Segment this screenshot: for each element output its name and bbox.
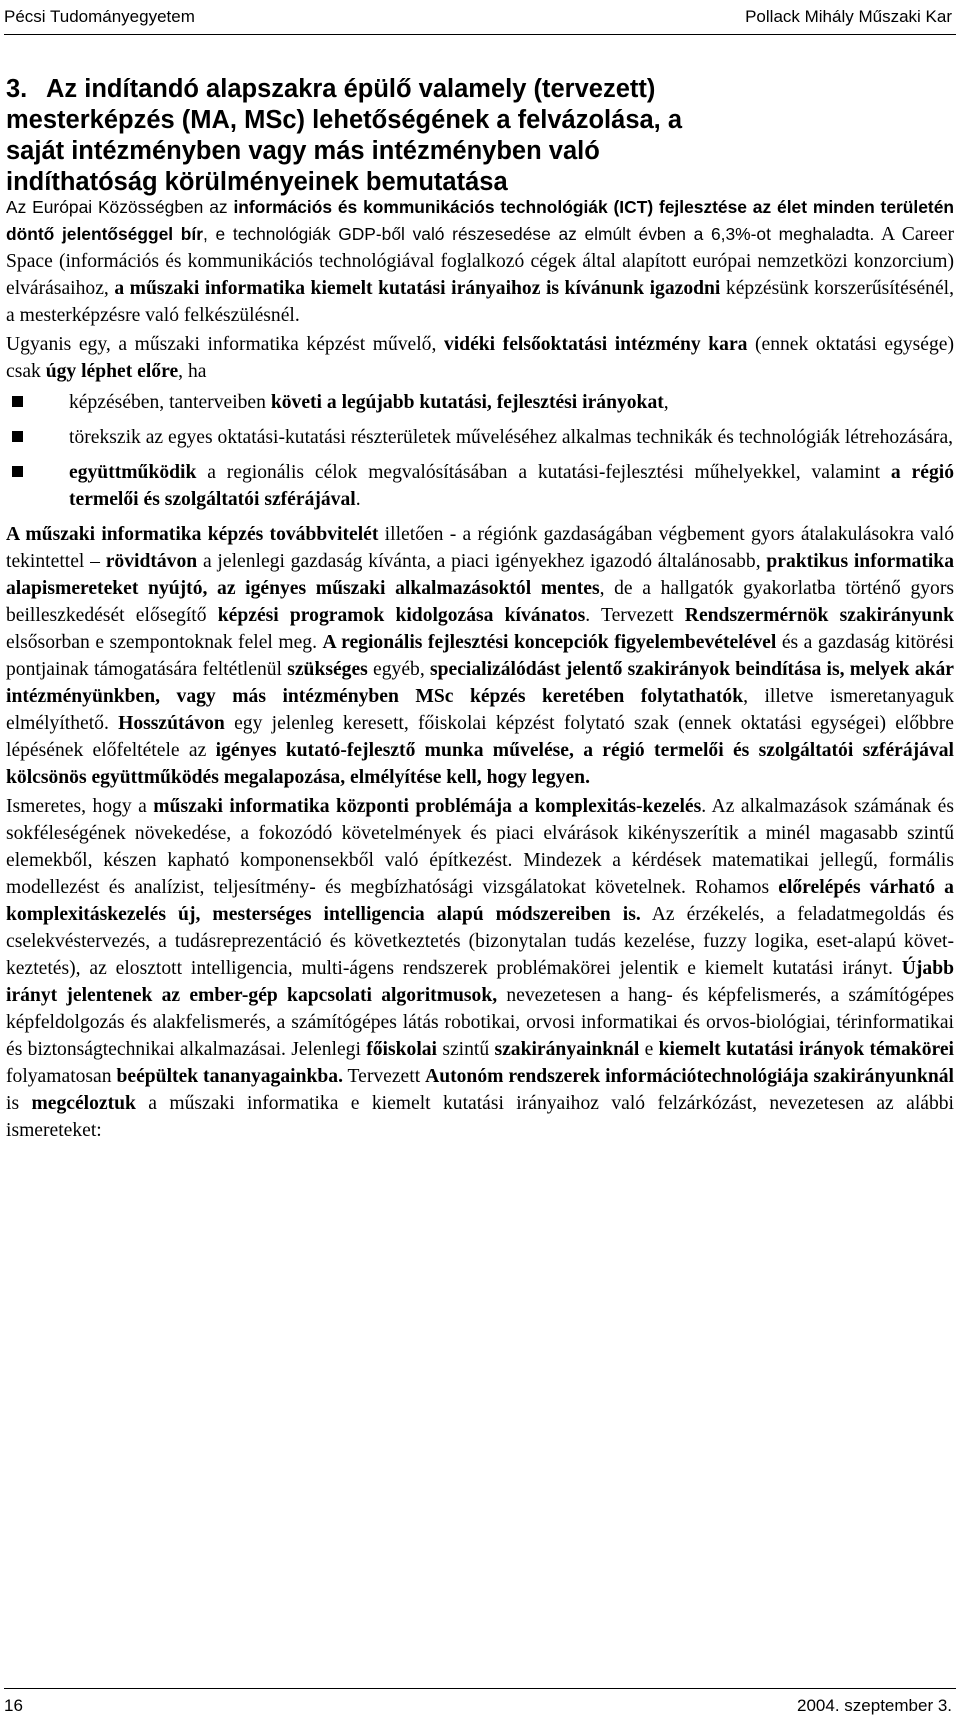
text-run: egyéb,	[367, 659, 430, 680]
text-run: és a gazdaság kitörési pontjainak támogatására feltétlenül	[6, 632, 954, 680]
text-run: a régió termelői és szolgáltatói szférájával	[69, 462, 954, 510]
text-run: képzési programok kidolgozása kívánatos	[217, 605, 586, 626]
footer-date: 2004. szeptember 3.	[797, 1696, 952, 1715]
text-run: ,	[663, 392, 669, 413]
text-run: A Career Space (információs és kommunikációs technológiával foglalkozó cégek által alapított európai nemzetközi konzorcium) elvárásaihoz,	[6, 224, 955, 299]
text-run: Az Európai Közösségben az	[6, 197, 234, 217]
text-run: egy jelenleg keresett, főiskolai képzést folytató szak (ennek oktatási egységei) előbbre lépésének előfeltétele az	[6, 713, 954, 761]
text-run: beépültek tananyagainkba.	[116, 1066, 343, 1087]
text-run: a regionális célok megvalósításában a kutatási-fejlesztési műhelyekkel, valamint	[196, 462, 891, 483]
text-run: főiskolai	[366, 1039, 438, 1060]
text-run: (ennek oktatási egysége) csak	[6, 334, 954, 382]
text-run: együttműködik	[69, 462, 197, 483]
text-run: Autonóm rendszerek információtechnológiája szakirányunknál	[425, 1066, 954, 1087]
text-run: kiemelt kutatási irányok témakörei	[658, 1039, 954, 1060]
page-footer	[4, 1692, 952, 1720]
text-run: nevezetesen a hang- és képfelismerés, a számítógépes képfeldolgozás és alakfelismerés, a számítógépes látás robotikai, orvosi informatikai és orvos-biológiai, térinformatikai és biztonságtechnikai alkalmazásai. Jelenlegi	[6, 985, 954, 1060]
text-run: igényes kutató-fejlesztő munka művelése, a régió termelői és szolgáltatói szférájával kölcsönös együttműködés megalapozása, elmélyítése kell, hogy legyen.	[6, 740, 955, 788]
text-run: Tervezett	[342, 1066, 426, 1087]
text-run: képzésünk korszerűsítésénél, a mesterképzésre való felkészülésnél.	[6, 278, 954, 326]
text-run: , illetve ismeretanyaguk elmélyíthető.	[6, 686, 954, 734]
text-run: , ha	[178, 361, 207, 382]
paragraph-training-continuation	[6, 521, 954, 791]
text-run: , de a hallgatók gyakorlatba történő gyors beilleszkedését elősegítő	[6, 578, 955, 626]
text-run: követi a legújabb kutatási, fejlesztési irányokat	[270, 392, 664, 413]
text-run: rövidtávon	[105, 551, 198, 572]
text-run: illetően - a régiónk gazdaságában végbement gyors átalakulásokra való tekintettel –	[6, 524, 954, 572]
text-run: a műszaki informatika kiemelt kutatási irányaihoz is kívánunk igazodni	[114, 278, 721, 299]
text-run: a jelenlegi gazdaság kívánta, a piaci igényekhez igazodó általánosabb,	[197, 551, 767, 572]
text-run: vidéki felsőoktatási intézmény kara	[443, 334, 748, 355]
page-number: 16	[4, 1696, 23, 1715]
section-title: Az indítandó alapszakra épülő valamely (tervezett) mesterképzés (MA, MSc) lehetőségének a felvázolása, a saját intézményben vagy más intézményben való indíthatóság körülményeinek bemutatása	[6, 75, 683, 196]
text-run: Újabb irányt jelentenek az ember-gép kapcsolati algoritmusok,	[6, 958, 954, 1006]
square-bullet-icon	[12, 431, 23, 442]
text-run: törekszik az egyes oktatási-kutatási részterületek műveléséhez alkalmas technikák és technológiák létrehozására,	[69, 427, 954, 448]
text-run: megcéloztuk	[31, 1093, 136, 1114]
square-bullet-icon	[12, 396, 23, 407]
paragraph-complexity-management	[6, 793, 954, 1144]
text-run: információs és kommunikációs technológiák (ICT) fejlesztése az élet minden területén döntő jelentőséggel bír	[6, 197, 954, 244]
page-header	[4, 2, 952, 32]
list-item-text	[69, 462, 954, 510]
text-run: szintű	[437, 1039, 495, 1060]
list-item-text	[69, 392, 669, 413]
text-run: szakirányainknál	[494, 1039, 640, 1060]
text-run: . Az alkalmazások számának és sokféleségének növekedése, a fokozódó követelmények és piaci elvárások kikényszerítik a minél magasabb szintű elemekből, készen kapható komponensekből való építkezést. Mindezek a kérdések matematikai jellegű, formális modellezést és analízist, teljesítmény- és megbízhatósági vizsgálatokat követelnek. Rohamos	[6, 796, 954, 898]
text-run: előrelépés várható a komplexitáskezelés új, mesterséges intelligencia alapú módszereiben is.	[6, 877, 954, 925]
text-run: elsősorban e szempontoknak felel meg.	[6, 632, 323, 653]
text-run: folyamatosan	[6, 1066, 117, 1087]
text-run: .	[355, 489, 361, 510]
text-run: Ugyanis egy, a műszaki informatika képzést művelő,	[6, 334, 444, 355]
header-faculty: Pollack Mihály Műszaki Kar	[745, 7, 952, 26]
paragraph-regional-faculty	[6, 331, 954, 385]
text-run: szükséges	[287, 659, 368, 680]
text-run: a műszaki informatika e kiemelt kutatási irányaihoz való felzárkózást, nevezetesen az alábbi ismereteket:	[6, 1093, 954, 1141]
list-item	[6, 424, 954, 451]
text-run: praktikus informatika alapismereteket nyújtó, az igényes műszaki alkalmazásoktól mentes	[6, 551, 954, 599]
list-item-text	[69, 427, 953, 448]
header-rule	[4, 34, 956, 35]
text-run: Hosszútávon	[118, 713, 225, 734]
text-run: A regionális fejlesztési koncepciók figyelembevételével	[322, 632, 777, 653]
text-run: , e technológiák GDP-ből való részesedése az elmúlt évben a 6,3%-ot meghaladta.	[203, 224, 875, 244]
text-run: Ismeretes, hogy a	[6, 796, 154, 817]
text-run: e	[639, 1039, 659, 1060]
section-heading	[6, 74, 726, 198]
body-text	[6, 194, 954, 1146]
text-run: képzésében, tanterveiben	[69, 392, 271, 413]
text-run: A műszaki informatika képzés továbbvitelét	[6, 524, 379, 545]
list-item	[6, 389, 954, 416]
text-run: műszaki informatika központi problémája a komplexitás-kezelés	[153, 796, 702, 817]
square-bullet-icon	[12, 466, 23, 477]
list-item	[6, 459, 954, 513]
text-run: Az érzékelés, a feladatmegoldás és cselekvéstervezés, a tudásreprezentáció és következtetés (bizonytalan tudás kezelése, fuzzy logika, eset-alapú következtetés), az elosztott intelligencia, multi-ágens rendszerek problémakörei jelentik e kiemelt kutatási irányt.	[6, 904, 954, 979]
header-university: Pécsi Tudományegyetem	[4, 7, 195, 26]
text-run: úgy léphet előre	[45, 361, 179, 382]
footer-rule	[4, 1688, 956, 1689]
text-run: . Tervezett	[585, 605, 685, 626]
text-run: is	[6, 1093, 32, 1114]
paragraph-ict	[6, 194, 954, 329]
text-run: specializálódást jelentő szakirányok beindítása is, melyek akár intézményünkben, vagy más intézményben MSc képzés keretében folytathatók	[6, 659, 955, 707]
text-run: Rendszermérnök szakirányunk	[684, 605, 955, 626]
section-number: 3.	[6, 75, 28, 103]
requirements-list	[6, 389, 954, 513]
